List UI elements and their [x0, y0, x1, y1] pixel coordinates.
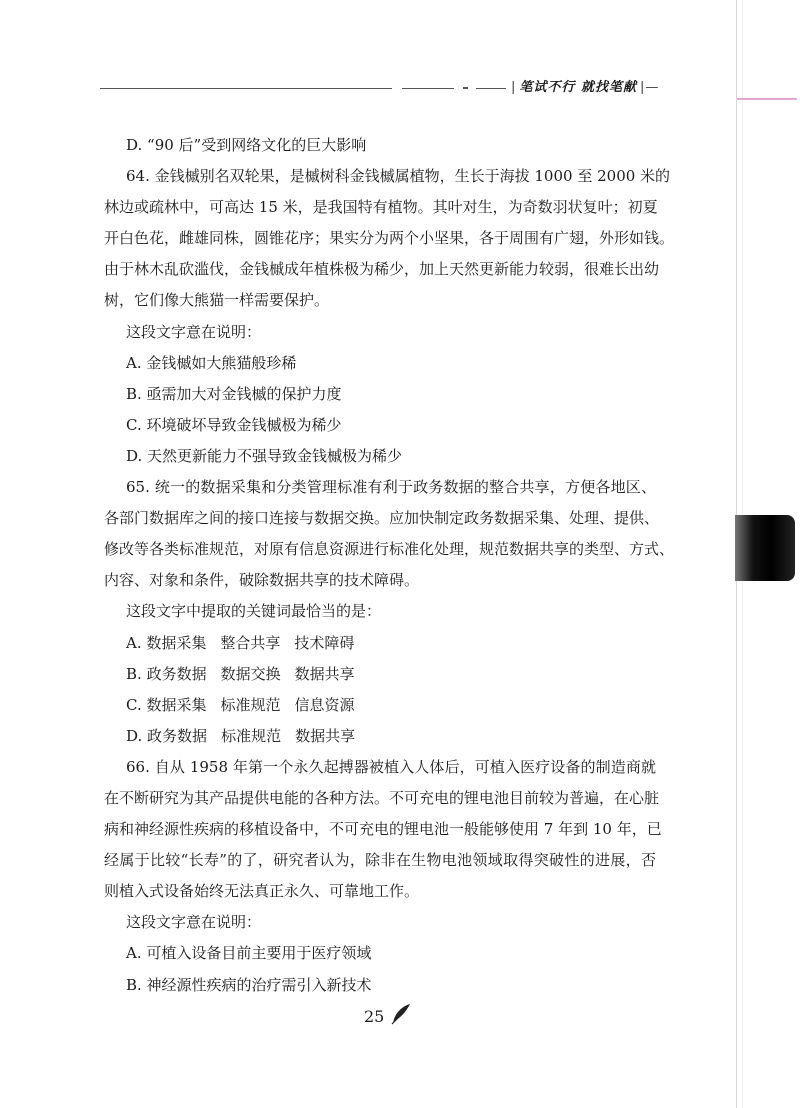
- q65-stem-line: 内容、对象和条件，破除数据共享的技术障碍。: [104, 571, 420, 590]
- quill-pen-icon: [390, 1003, 412, 1029]
- q66-stem-line: 则植入式设备始终无法真正永久、可靠地工作。: [104, 882, 420, 901]
- keyword: 整合共享: [220, 633, 281, 652]
- keyword: 信息资源: [294, 695, 355, 714]
- keyword: 技术障碍: [294, 633, 355, 652]
- q64-prompt: 这段文字意在说明：: [126, 322, 262, 341]
- q66-stem-line: 经属于比较“长寿”的了，研究者认为，除非在生物电池领域取得突破性的进展，否: [104, 851, 656, 870]
- keyword: 数据采集: [146, 695, 207, 714]
- keyword: 政务数据: [146, 664, 207, 683]
- q64-stem-line: 开白色花，雌雄同株，圆锥花序；果实分为两个小坚果，各于周围有广翅，外形如钱。: [104, 229, 675, 248]
- header-rule: [100, 88, 392, 89]
- keyword: 政务数据: [147, 726, 208, 745]
- q66-stem-line: 在不断研究为其产品提供电能的各种方法。不可充电的锂电池目前较为普遍，在心脏: [104, 788, 660, 807]
- header-rule: [402, 88, 454, 89]
- keyword: 数据采集: [146, 633, 207, 652]
- page-number: 25: [364, 1006, 385, 1026]
- q64-option-b: B. 亟需加大对金钱槭的保护力度: [126, 384, 342, 403]
- q65-option-b: [104, 664, 656, 684]
- keyword: 标准规范: [220, 695, 281, 714]
- q65-stem-line: 修改等各类标准规范，对原有信息资源进行标准化处理，规范数据共享的类型、方式、: [104, 540, 675, 559]
- thumb-index-tab: [735, 515, 795, 581]
- q65-stem-line: 65. 统一的数据采集和分类管理标准有利于政务数据的整合共享，方便各地区、: [126, 478, 656, 497]
- q65-option-d: [104, 726, 656, 746]
- q64-option-a: A. 金钱槭如大熊猫般珍稀: [126, 353, 297, 372]
- q64-stem-line: 由于林木乱砍滥伐，金钱槭成年植株极为稀少，加上天然更新能力较弱，很难长出幼: [104, 260, 660, 279]
- margin-mark: [737, 98, 797, 100]
- running-header: | 笔试不行 就找笔献 |—: [511, 80, 660, 95]
- question-66: [104, 757, 662, 995]
- page-footer: [364, 1004, 412, 1028]
- question-65: [104, 477, 675, 746]
- option-letter: C.: [126, 695, 142, 714]
- q66-stem-line: 66. 自从 1958 年第一个永久起搏器被植入人体后，可植入医疗设备的制造商就: [126, 757, 656, 776]
- keyword: 数据共享: [294, 664, 355, 683]
- q64-stem-line: 林边或疏林中，可高达 15 米，是我国特有植物。其叶对生，为奇数羽状复叶；初夏: [104, 198, 658, 217]
- header-rule: [476, 88, 506, 89]
- q66-option-a: A. 可植入设备目前主要用于医疗领域: [126, 944, 372, 963]
- q64-option-c: C. 环境破坏导致金钱槭极为稀少: [126, 415, 342, 434]
- q65-option-c: [104, 695, 656, 715]
- header-rule-dot: [463, 87, 468, 89]
- question-64: [104, 166, 675, 466]
- q64-stem-line: 树，它们像大熊猫一样需要保护。: [104, 291, 330, 310]
- keyword: 数据共享: [295, 726, 356, 745]
- option-letter: D.: [126, 726, 143, 745]
- q65-option-a: [104, 633, 656, 653]
- header-tag-right: 就找笔献: [580, 80, 637, 95]
- option-letter: B.: [126, 664, 142, 683]
- option-letter: A.: [126, 633, 142, 652]
- header-tag-left: 笔试不行: [519, 80, 576, 95]
- q65-stem-line: 各部门数据库之间的接口连接与数据交换。应加快制定政务数据采集、处理、提供、: [104, 509, 660, 528]
- page-body: [104, 135, 675, 1006]
- keyword: 数据交换: [220, 664, 281, 683]
- q65-prompt: 这段文字中提取的关键词最恰当的是：: [126, 602, 382, 621]
- q64-option-d: D. 天然更新能力不强导致金钱槭极为稀少: [126, 446, 403, 465]
- q66-stem-line: 病和神经源性疾病的移植设备中，不可充电的锂电池一般能够使用 7 年到 10 年，已: [104, 820, 662, 839]
- q66-prompt: 这段文字意在说明：: [126, 913, 262, 932]
- q63-option-d: D. “90 后”受到网络文化的巨大影响: [126, 136, 367, 154]
- q64-stem-line: 64. 金钱槭别名双轮果，是槭树科金钱槭属植物，生长于海拔 1000 至 2000 米的: [126, 167, 671, 186]
- keyword: 标准规范: [221, 726, 282, 745]
- q66-option-b: B. 神经源性疾病的治疗需引入新技术: [126, 975, 372, 994]
